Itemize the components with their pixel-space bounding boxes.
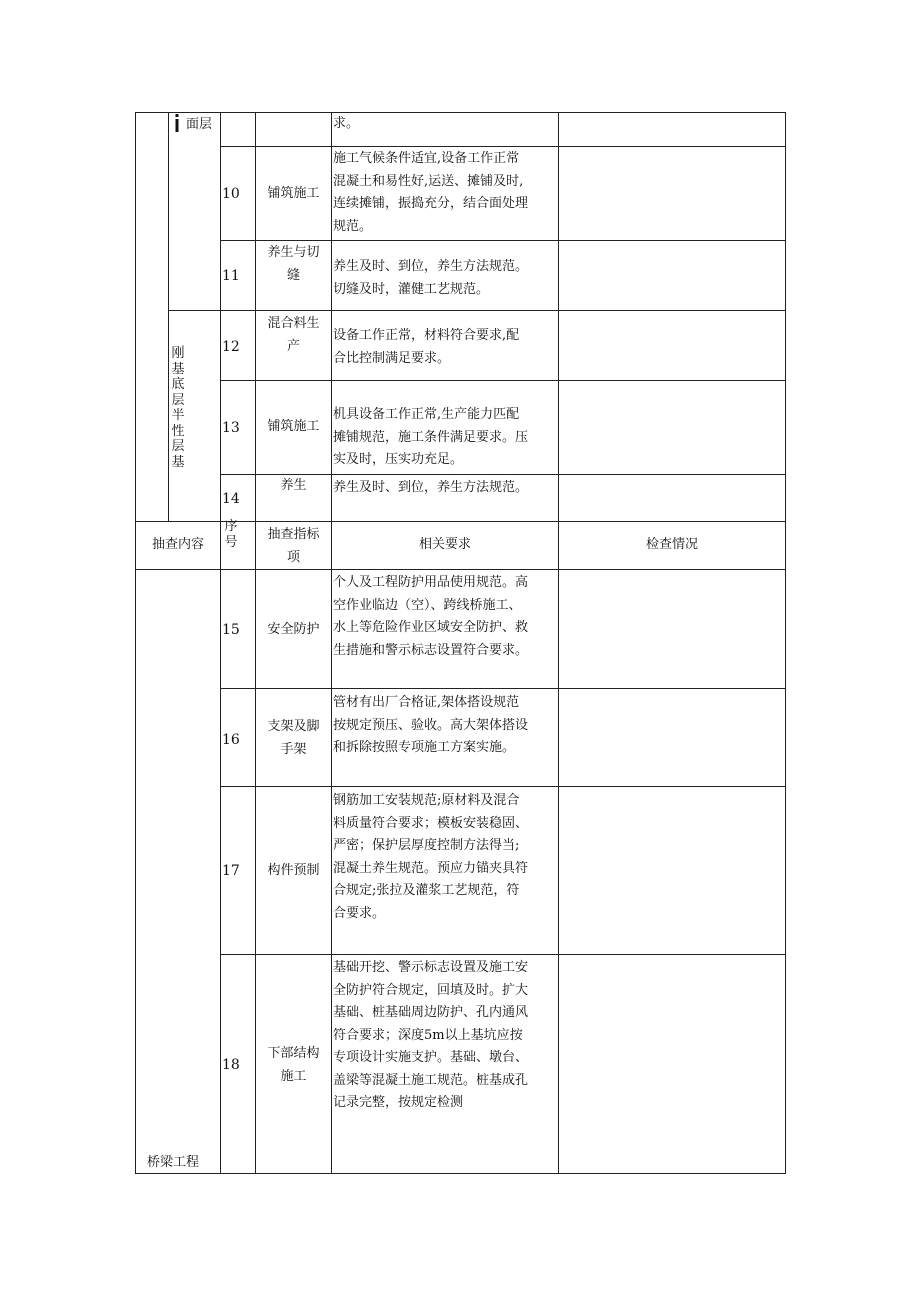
row-requirement: 管材有出厂合格证,架体搭设规范 按规定预压、验收。高大架体搭设 和拆除按照专项施工方案实施。 bbox=[333, 695, 529, 755]
row-line bbox=[220, 240, 786, 241]
row-item: 混合料生 产 bbox=[267, 316, 320, 354]
col-line bbox=[168, 112, 169, 522]
row-item: 铺筑施工 bbox=[267, 419, 320, 434]
row-requirement: 机具设备工作正常,生产能力匹配 摊铺规范，施工条件满足要求。压 实及时，压实功充足。 bbox=[333, 407, 529, 467]
row-item: 养生 bbox=[280, 478, 307, 493]
row-number: 12 bbox=[222, 339, 240, 355]
row-line bbox=[220, 688, 786, 689]
header-status: 检查情况 bbox=[645, 537, 698, 552]
row-requirement: 养生及时、到位，养生方法规范。 bbox=[333, 480, 529, 495]
base-char: 底 bbox=[171, 377, 185, 392]
row-number: 15 bbox=[222, 622, 240, 638]
row-item: 下部结构 施工 bbox=[267, 1046, 320, 1084]
base-char: 半 bbox=[171, 408, 185, 423]
row-number: 10 bbox=[222, 186, 240, 202]
row-item: 养生与切 缝 bbox=[267, 245, 320, 283]
row-item: 安全防护 bbox=[267, 622, 320, 637]
row-item: 支架及脚 手架 bbox=[267, 719, 320, 757]
row-requirement: 求。 bbox=[333, 116, 360, 131]
base-char: 刚 bbox=[171, 346, 185, 361]
row-item: 铺筑施工 bbox=[267, 186, 320, 201]
base-char: 基 bbox=[171, 454, 185, 470]
section-base-label bbox=[170, 346, 186, 470]
row-number: 17 bbox=[222, 863, 240, 879]
row-number: 16 bbox=[222, 732, 240, 748]
row-number: 13 bbox=[222, 420, 240, 436]
row-requirement: 养生及时、到位，养生方法规范。 切缝及时，灌健工艺规范。 bbox=[333, 259, 529, 297]
row-requirement: 基础开挖、警示标志设置及施工安 全防护符合规定，回填及时。扩大 基础、桩基础周边防护、孔内通风 符合要求；深度5m以上基坑应按 专项设计实施支护。基础、墩台、 盖梁等混凝土施工规范。桩基成孔 记录完整，按规定检测 bbox=[333, 960, 529, 1110]
row-requirement: 设备工作正常，材料符合要求,配 合比控制满足要求。 bbox=[333, 328, 520, 366]
base-char: 性 bbox=[171, 423, 185, 439]
row-line bbox=[220, 146, 786, 147]
row-number: 18 bbox=[222, 1057, 240, 1073]
header-line-bottom bbox=[135, 569, 786, 570]
table-border-right bbox=[785, 112, 786, 1174]
table-border-bottom bbox=[135, 1173, 786, 1174]
row-line bbox=[220, 954, 786, 955]
table-border-top bbox=[135, 112, 786, 113]
header-no: 序 号 bbox=[224, 519, 238, 550]
header-item: 抽查指标 项 bbox=[267, 527, 320, 565]
row-item: 构件预制 bbox=[267, 863, 320, 878]
row-requirement: 个人及工程防护用品使用规范。高 空作业临边（空）、跨线桥施工、 水上等危险作业区域安全防护、救 生措施和警示标志设置符合要求。 bbox=[333, 575, 529, 658]
col-line bbox=[331, 112, 332, 1174]
base-char: 基 bbox=[171, 361, 185, 377]
row-line bbox=[220, 786, 786, 787]
row-requirement: 钢筋加工安装规范;原材料及混合 料质量符合要求；模板安装稳固、 严密；保护层厚度控制方法得当; 混凝土养生规范。预应力锚夹具符 合规定;张拉及灌浆工艺规范，符 合要求。 bbox=[333, 793, 529, 921]
section-surface-label: 面层 bbox=[186, 117, 213, 132]
header-requirement: 相关要求 bbox=[418, 537, 471, 552]
row-number: 11 bbox=[222, 268, 240, 284]
row-line bbox=[168, 310, 786, 311]
row-requirement: 施工气候条件适宜,设备工作正常 混凝土和易性好,运送、摊铺及时, 连续摊铺，振捣充分，结合面处理 规范。 bbox=[333, 151, 529, 234]
header-content: 抽查内容 bbox=[151, 537, 204, 552]
base-char: 层 bbox=[171, 439, 185, 454]
table-border-left bbox=[135, 112, 136, 1174]
col-line bbox=[558, 112, 559, 1174]
row-line bbox=[220, 380, 786, 381]
base-char: 层 bbox=[171, 392, 185, 408]
col-line bbox=[220, 112, 221, 1174]
cursor-i-icon bbox=[172, 113, 182, 133]
row-number: 14 bbox=[222, 491, 240, 507]
section-bridge-label: 桥梁工程 bbox=[147, 1155, 200, 1170]
